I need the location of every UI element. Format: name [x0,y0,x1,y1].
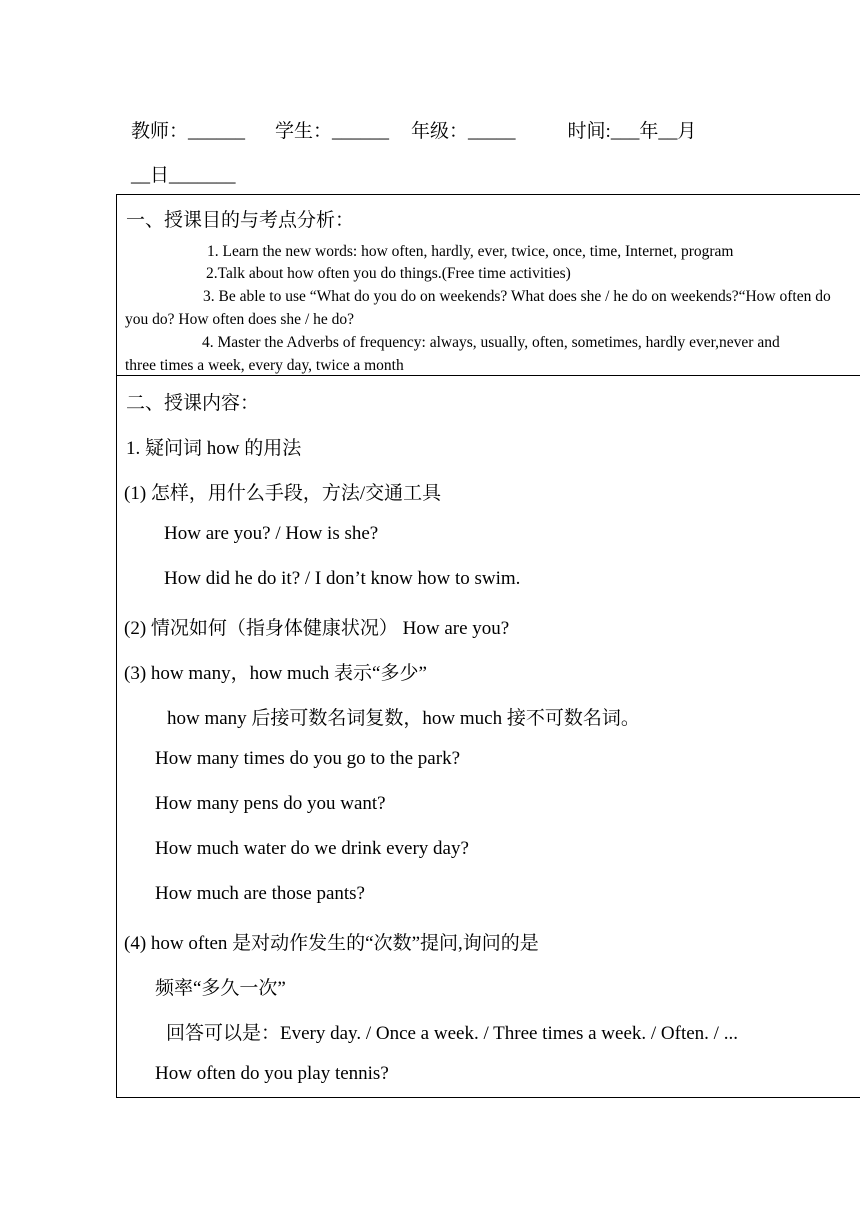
objective-line: 1. Learn the new words: how often, hardly, ever, twice, once, time, Internet, program [207,243,734,260]
content-line: How many pens do you want? [155,793,386,814]
content-line: How much water do we drink every day? [155,838,469,859]
content-line: 回答可以是：Every day. / Once a week. / Three times a week. / Often. / ... [166,1023,738,1044]
content-line: how many 后接可数名词复数，how much 接不可数名词。 [167,708,640,729]
content-line: How often do you play tennis? [155,1063,389,1084]
grade-field: 年级：_____ [411,121,516,142]
content-line: How are you? / How is she? [164,523,379,544]
content-line: 1. 疑问词 how 的用法 [126,438,302,459]
content-line: (2) 情况如何（指身体健康状况） How are you? [124,618,510,639]
objective-line: three times a week, every day, twice a month [125,357,404,374]
section-title-content: 二、授课内容： [126,393,260,414]
content-line: How many times do you go to the park? [155,748,461,769]
header-line-1 [131,116,696,143]
time-field: 时间:___年__月 [567,121,697,142]
day-field: __日_______ [131,165,236,186]
objective-line: 4. Master the Adverbs of frequency: always, usually, often, sometimes, hardly ever,never and [202,334,780,351]
content-cell [116,375,860,1098]
objective-line: you do? How often does she / he do? [125,311,355,328]
content-line: How did he do it? / I don’t know how to swim. [164,568,521,589]
objectives-cell [116,194,860,376]
objective-line: 3. Be able to use “What do you do on weekends? What does she / he do on weekends?“How often do [203,288,831,305]
content-line: 频率“多久一次” [155,978,286,999]
content-line: (1) 怎样，用什么手段，方法/交通工具 [124,483,442,504]
header-line-2 [131,160,236,187]
section-title-objectives: 一、授课目的与考点分析： [126,210,355,231]
teacher-field: 教师：______ [131,121,246,142]
objective-line: 2.Talk about how often you do things.(Free time activities) [206,265,571,282]
content-line: (4) how often 是对动作发生的“次数”提问,询问的是 [124,933,539,954]
content-line: (3) how many，how much 表示“多少” [124,663,427,684]
student-field: 学生：______ [275,121,390,142]
content-line: How much are those pants? [155,883,365,904]
